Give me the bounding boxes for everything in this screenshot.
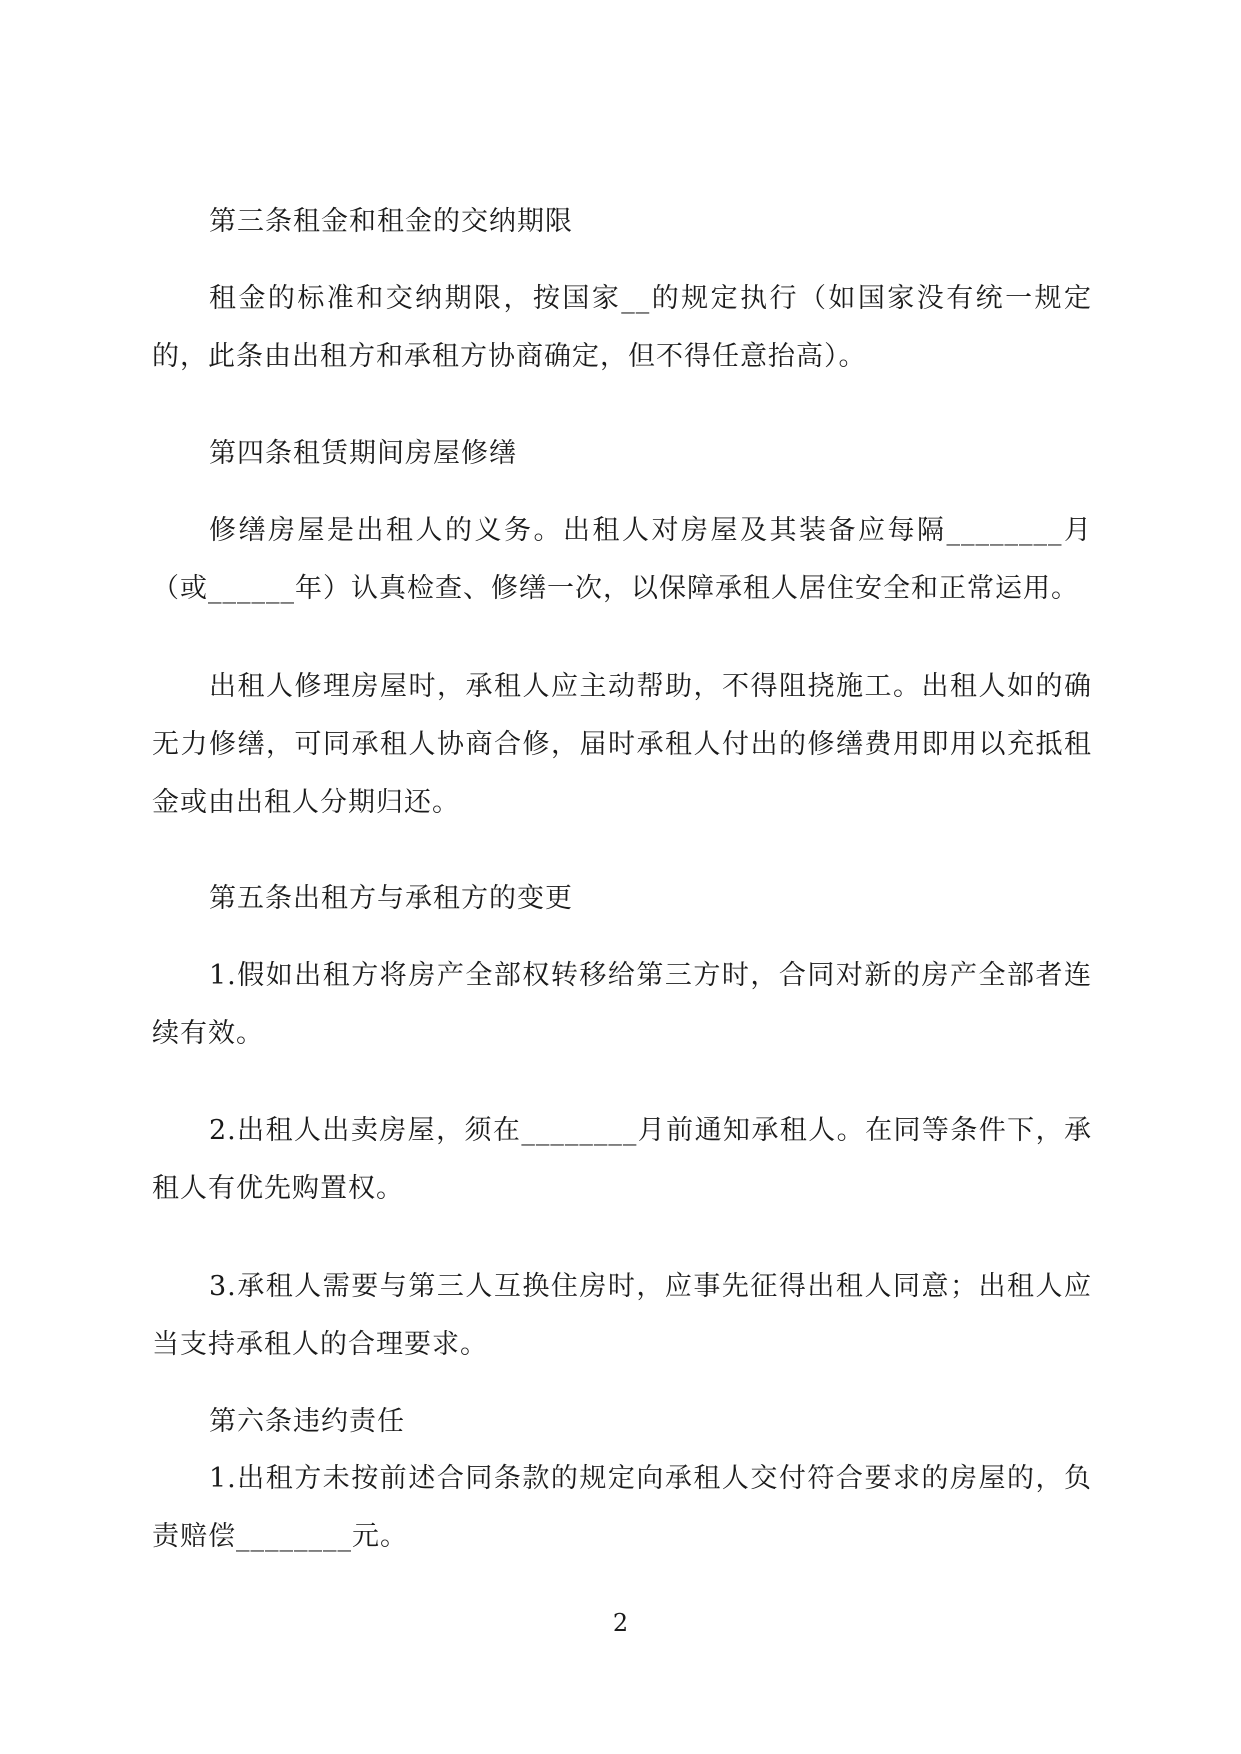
article-4-heading: 第四条租赁期间房屋修缮 [209,438,517,469]
article-5-item-3: 3.承租人需要与第三人互换住房时，应事先征得出租人同意；出租人应当支持承租人的合理要求。 [152,1271,1092,1360]
article-4-body-1: 修缮房屋是出租人的义务。出租人对房屋及其装备应每隔________月（或______年）认真检查、修缮一次，以保障承租人居住安全和正常运用。 [152,515,1092,604]
article-6-heading: 第六条违约责任 [209,1406,405,1437]
article-5-heading: 第五条出租方与承租方的变更 [209,883,573,914]
page-number: 2 [612,1609,629,1637]
article-5-item-2: 2.出租人出卖房屋，须在________月前通知承租人。在同等条件下，承租人有优先购置权。 [152,1115,1092,1204]
article-5-item-1: 1.假如出租方将房产全部权转移给第三方时，合同对新的房产全部者连续有效。 [152,960,1092,1049]
article-6-item-1: 1.出租方未按前述合同条款的规定向承租人交付符合要求的房屋的，负责赔偿________元。 [152,1463,1092,1552]
article-4-body-2: 出租人修理房屋时，承租人应主动帮助，不得阻挠施工。出租人如的确无力修缮，可同承租人协商合修，届时承租人付出的修缮费用即用以充抵租金或由出租人分期归还。 [152,671,1092,818]
article-3-body: 租金的标准和交纳期限，按国家__的规定执行（如国家没有统一规定的，此条由出租方和承租方协商确定，但不得任意抬高）。 [152,283,1092,372]
article-3-heading: 第三条租金和租金的交纳期限 [209,206,573,237]
